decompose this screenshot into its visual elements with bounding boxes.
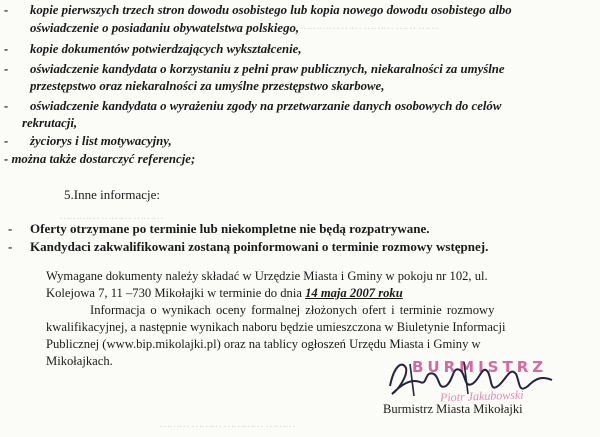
paragraph-line: Wymagane dokumenty należy składać w Urzędzie Miasta i Gminy w pokoju nr 102, ul. <box>46 269 488 283</box>
section-title: 5.Inne informacje: <box>64 187 161 202</box>
stamp-title: BURMISTRZ <box>412 358 548 376</box>
stamp-name: Piotr Jakubowski <box>439 387 524 405</box>
paragraph-line: Mikołajkach. <box>46 354 113 368</box>
list-item: - oświadczenie kandydata o wyrażeniu zgody na przetwarzanie danych osobowych do celów <box>4 99 502 113</box>
list-item-continuation: przestępstwo oraz niekaralności za umyślne przestępstwo skarbowe, <box>30 79 385 93</box>
list-item-continuation: oświadczenie o posiadaniu obywatelstwa polskiego, <box>30 21 300 35</box>
paragraph-line: Publicznej (www.bip.mikolajki.pl) oraz na tablicy ogłoszeń Urzędu Miasta i Gminy w <box>46 337 481 351</box>
notice-item: - Kandydaci zakwalifikowani zostaną poinformowani o terminie rozmowy wstępnej. <box>8 239 489 254</box>
notice-item: - Oferty otrzymane po terminie lub niekompletne nie będą rozpatrywane. <box>8 221 430 236</box>
paragraph-line: Informacja o wynikach oceny formalnej złożonych ofert i terminie rozmowy <box>90 303 495 317</box>
list-item: - można także dostarczyć referencje; <box>4 152 196 166</box>
deadline-date: 14 maja 2007 roku <box>305 286 403 300</box>
list-item-continuation: rekrutacji, <box>22 116 78 130</box>
list-item: - kopie dokumentów potwierdzających wykształcenie, <box>4 42 302 56</box>
bleed-through-text: ………… …… ……… …… …… <box>300 20 439 32</box>
paragraph-line: Kolejowa 7, 11 –730 Mikołajki w terminie do dnia 14 maja 2007 roku <box>46 286 403 300</box>
bleed-through-text: ………… ……… ……… <box>60 210 164 222</box>
bleed-through-text: ……… ……… ………… ……… <box>160 418 296 430</box>
signature-title: Burmistrz Miasta Mikołajki <box>383 402 523 416</box>
list-item: - oświadczenie kandydata o korzystaniu z pełni praw publicznych, niekaralności za umyślne <box>4 62 505 76</box>
paragraph-line: kwalifikacyjnej, a następnie wynikach naboru będzie umieszczona w Biuletynie Informacji <box>46 320 506 334</box>
list-item: - życiorys i list motywacyjny, <box>4 134 172 148</box>
list-item: - kopie pierwszych trzech stron dowodu osobistego lub kopia nowego dowodu osobistego albo <box>4 3 512 17</box>
